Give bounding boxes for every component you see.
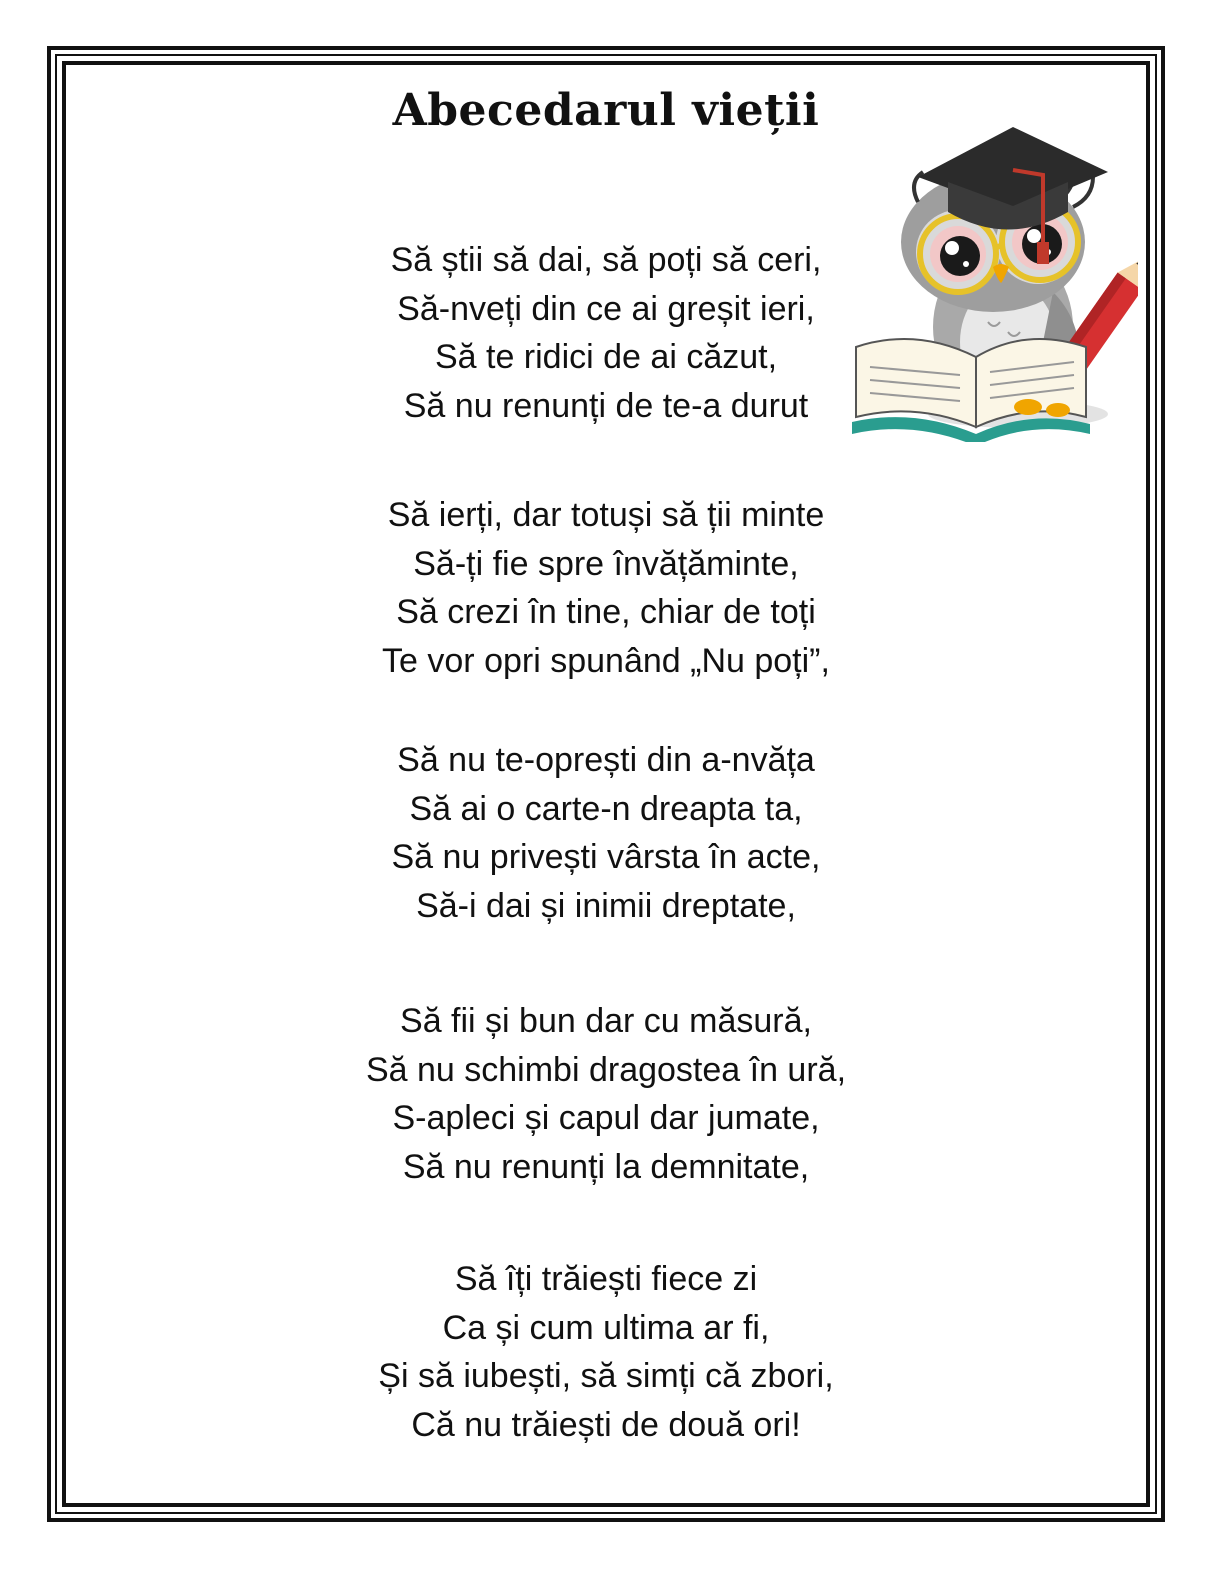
stanza-2 bbox=[230, 491, 982, 685]
poem-title: Abecedarul vieții bbox=[392, 85, 820, 136]
poem-line: Să nu renunți la demnitate, bbox=[402, 1147, 810, 1186]
poem-line: Să nu renunți de te-a durut bbox=[403, 386, 809, 425]
poem-line: Te vor opri spunând „Nu poți”, bbox=[382, 641, 830, 680]
poem-line: Și să iubești, să simți că zbori, bbox=[378, 1357, 834, 1395]
poem-line: S-apleci și capul dar jumate, bbox=[392, 1099, 820, 1137]
poem-line: Să fii și bun dar cu măsură, bbox=[400, 1002, 812, 1040]
poem-line: Să nu schimbi dragostea în ură, bbox=[365, 1050, 847, 1089]
poem-line: Să ai o carte-n dreapta ta, bbox=[409, 789, 803, 828]
poem-line: Să crezi în tine, chiar de toți bbox=[396, 593, 816, 631]
poem-line: Ca și cum ultima ar fi, bbox=[442, 1308, 770, 1347]
poem-line: Să nu te-oprești din a-nvăța bbox=[397, 741, 815, 779]
stanza-4 bbox=[230, 997, 982, 1191]
poem-line: Să-i dai și inimii dreptate, bbox=[416, 886, 796, 925]
poem-line: Să știi să dai, să poți să ceri, bbox=[390, 241, 822, 279]
poem-line: Să-ți fie spre învățăminte, bbox=[413, 544, 799, 583]
poem-line: Să te ridici de ai căzut, bbox=[434, 338, 778, 376]
poem-line: Să ierți, dar totuși să ții minte bbox=[387, 496, 825, 534]
stanza-5 bbox=[230, 1255, 982, 1449]
stanza-1 bbox=[230, 236, 982, 430]
poem-line: Că nu trăiești de două ori! bbox=[411, 1405, 801, 1444]
poem-line: Să nu privești vârsta în acte, bbox=[391, 838, 821, 876]
poem-line: Să îți trăiești fiece zi bbox=[454, 1260, 758, 1298]
poem-line: Să-nveți din ce ai greșit ieri, bbox=[397, 289, 815, 328]
stanza-3 bbox=[230, 736, 982, 930]
